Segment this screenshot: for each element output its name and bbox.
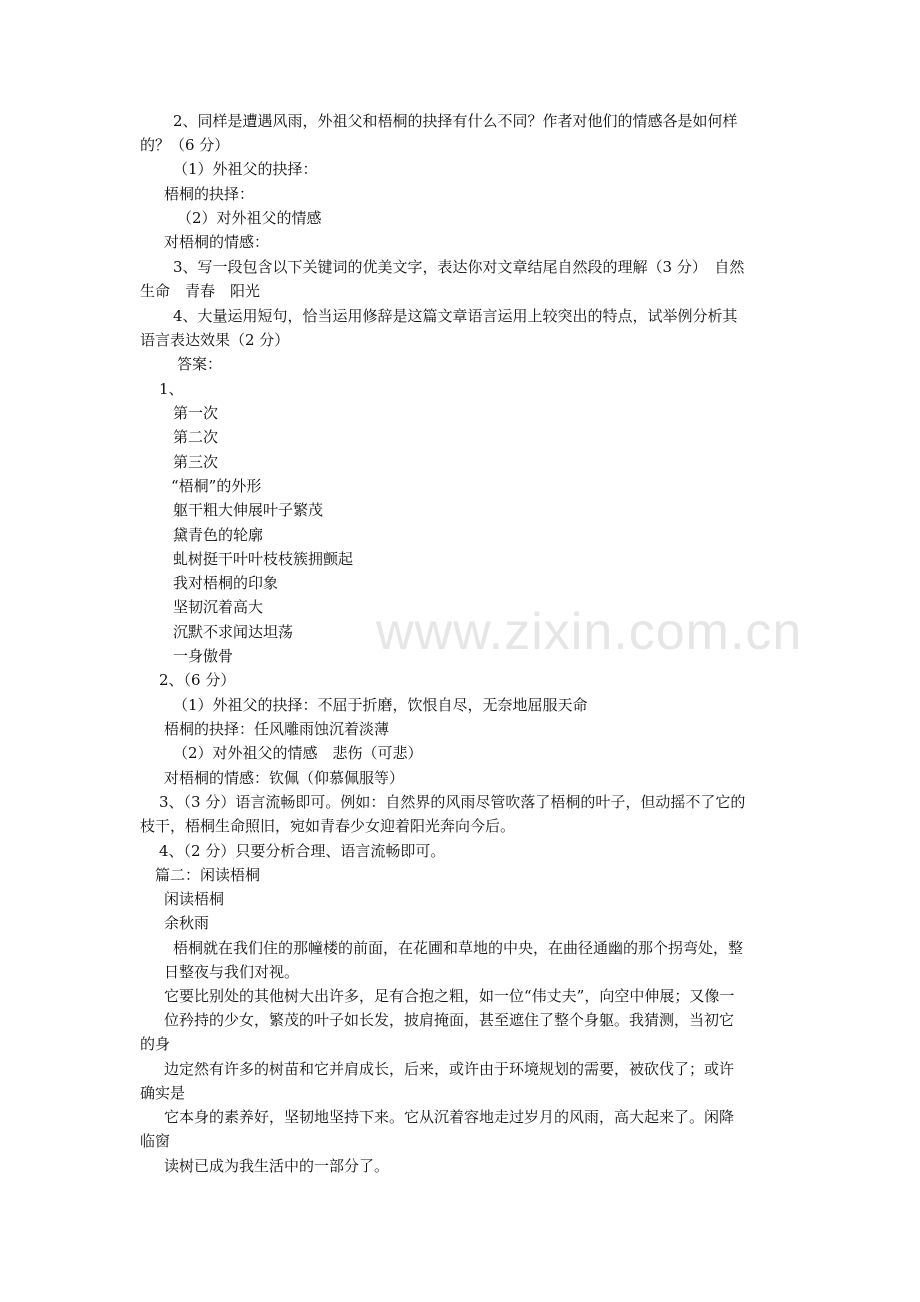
answer-2-wutong-feeling: 对梧桐的情感：钦佩（仰慕佩服等） [164, 769, 405, 787]
article-paragraph-line: 读树已成为我生活中的一部分了。 [164, 1157, 390, 1175]
answer-3-line-1: 3、（3 分）语言流畅即可。例如：自然界的风雨尽管吹落了梧桐的叶子，但动摇不了它的 [159, 793, 746, 811]
answer-3-line-2: 枝干，梧桐生命照旧，宛如青春少女迎着阳光奔向今后。 [140, 817, 516, 835]
answer-1-item: 躯干粗大伸展叶子繁茂 [173, 501, 324, 519]
question-2-line-2: 的？（6 分） [140, 136, 230, 154]
article-paragraph-line: 它本身的素养好，坚韧地坚持下来。它从沉着容地走过岁月的风雨，高大起来了。闲降 [164, 1108, 735, 1126]
question-4-line-2: 语言表达效果（2 分） [140, 331, 290, 349]
answer-1-item: 坚韧沉着高大 [173, 598, 264, 616]
answer-1-item: 一身傲骨 [173, 647, 234, 665]
section-2-heading: 篇二：闲读梧桐 [155, 866, 261, 884]
article-paragraph-line: 临窗 [140, 1132, 171, 1150]
wutong-choice-prompt: 梧桐的抉择： [164, 185, 255, 203]
question-3-line-1: 3、写一段包含以下关键词的优美文字，表达你对文章结尾自然段的理解（3 分） 自然 [173, 258, 745, 276]
question-4-line-1: 4、大量运用短句，恰当运用修辞是这篇文章语言运用上较突出的特点，试举例分析其 [173, 307, 738, 325]
question-2-line-1: 2、同样是遭遇风雨，外祖父和梧桐的抉择有什么不同？作者对他们的情感各是如何样 [173, 112, 738, 130]
answer-1-label: 1、 [159, 380, 184, 398]
grandfather-choice-prompt: （1）外祖父的抉择： [173, 160, 318, 178]
article-paragraph-line: 梧桐就在我们住的那幢楼的前面，在花圃和草地的中央，在曲径通幽的那个拐弯处，整 [173, 939, 744, 957]
article-paragraph-line: 的身 [140, 1035, 171, 1053]
article-paragraph-line: 日整夜与我们对视。 [164, 963, 300, 981]
wutong-feeling-prompt: 对梧桐的情感： [164, 233, 270, 251]
article-paragraph-line: 位矜持的少女，繁茂的叶子如长发，披肩掩面，甚至遮住了整个身躯。我猜测，当初它 [164, 1011, 735, 1029]
article-paragraph-line: 确实是 [140, 1084, 186, 1102]
article-paragraph-line: 它要比别处的其他树大出许多，足有合抱之粗，如一位“伟丈夫”，向空中伸展；又像一 [164, 987, 735, 1005]
article-title: 闲读梧桐 [164, 890, 225, 908]
watermark: www.zixin.com.cn [376, 603, 803, 661]
answer-2-wutong-choice: 梧桐的抉择：任风雕雨蚀沉着淡薄 [164, 720, 390, 738]
grandfather-feeling-prompt: （2）对外祖父的情感 [177, 209, 322, 227]
answer-2-grandfather-choice: （1）外祖父的抉择：不屈于折磨，饮恨自尽，无奈地屈服天命 [173, 696, 588, 714]
answers-heading: 答案： [177, 355, 223, 373]
answer-4: 4、（2 分）只要分析合理、语言流畅即可。 [159, 842, 446, 860]
answer-2-grandfather-feeling: （2）对外祖父的情感 悲伤（可悲） [173, 744, 423, 762]
article-author: 余秋雨 [164, 914, 210, 932]
answer-1-item: 黛青色的轮廓 [173, 526, 264, 544]
answer-1-item: 我对梧桐的印象 [173, 574, 279, 592]
answer-1-item: 虬树挺干叶叶枝枝簇拥颤起 [173, 550, 354, 568]
answer-1-item: 第二次 [173, 428, 219, 446]
article-paragraph-line: 边定然有许多的树苗和它并肩成长，后来，或许由于环境规划的需要，被砍伐了；或许 [164, 1060, 735, 1078]
answer-1-item: 第一次 [173, 404, 219, 422]
answer-2-label: 2、（6 分） [159, 671, 236, 689]
answer-1-item: 沉默不求闻达坦荡 [173, 623, 294, 641]
answer-1-item: 第三次 [173, 453, 219, 471]
answer-1-item: “梧桐”的外形 [171, 477, 262, 495]
question-3-line-2: 生命 青春 阳光 [140, 282, 261, 300]
